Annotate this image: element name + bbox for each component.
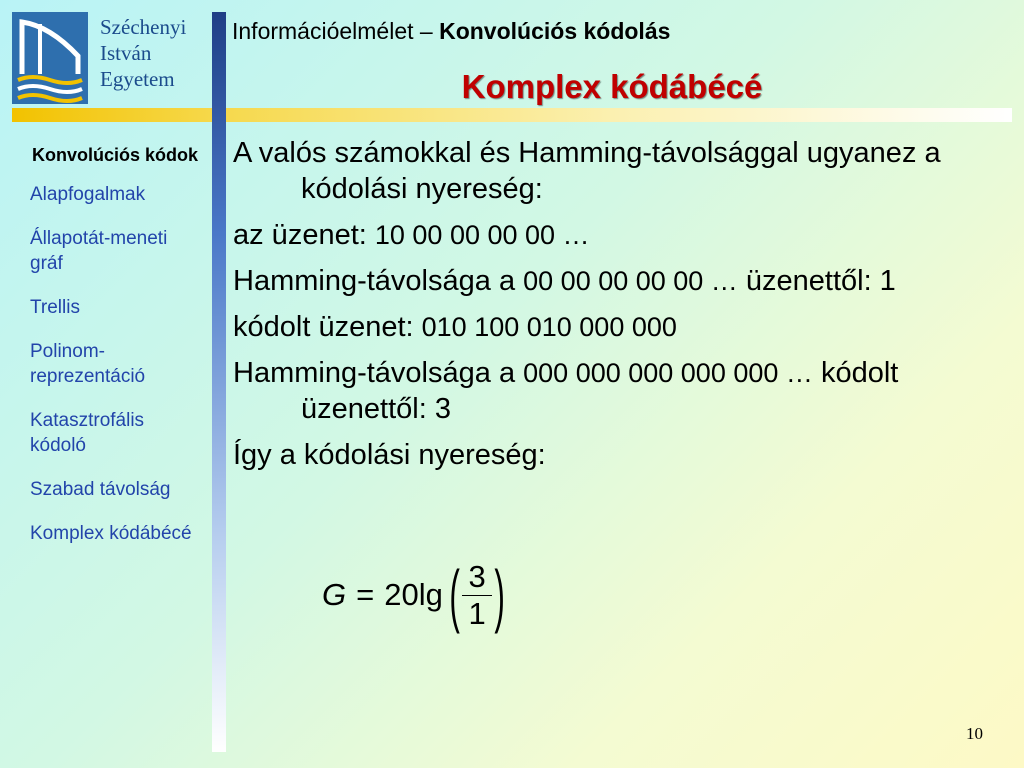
slide-content (233, 135, 1003, 483)
message-label: az üzenet: (233, 219, 375, 251)
coded-distance-tail: kódolt üzenettől: 3 (301, 357, 899, 425)
slide-header (232, 18, 670, 45)
university-name-line-3: Egyetem (100, 67, 175, 91)
sidebar-item-trellis[interactable]: Trellis (30, 297, 80, 318)
sidebar-nav (30, 143, 200, 565)
paragraph-message-distance (233, 263, 1003, 299)
paragraph-intro: A valós számokkal és Hamming-távolsággal ugyanez a kódolási nyereség: (233, 137, 941, 205)
page-number: 10 (966, 724, 983, 743)
sidebar-item-komplex-kodabece[interactable]: Komplex kódábécé (30, 523, 192, 544)
university-name-line-1: Széchenyi (100, 15, 187, 39)
message-distance-tail: üzenettől: 1 (737, 265, 896, 297)
formula-equals: = (356, 577, 375, 612)
course-name: Információelmélet – (232, 18, 440, 44)
formula-lhs: G (322, 577, 347, 612)
sidebar-item-polinom-reprezentacio[interactable]: Polinom-reprezentáció (30, 341, 146, 387)
message-value: 10 00 00 00 00 … (374, 220, 590, 250)
vertical-divider (212, 12, 226, 752)
sidebar-item-szabad-tavolsag[interactable]: Szabad távolság (30, 479, 171, 500)
left-paren-icon: ( (449, 556, 460, 634)
sidebar-item-katasztrofalis-kodolo[interactable]: Katasztrofális kódoló (30, 410, 145, 456)
university-name-line-2: István (100, 41, 152, 65)
formula-coefficient: 20lg (384, 577, 443, 612)
formula-denominator: 1 (468, 595, 486, 631)
coded-distance-label: Hamming-távolsága a (233, 357, 524, 389)
paragraph-coded-distance (233, 355, 1003, 427)
gain-formula (322, 550, 511, 640)
coded-message-label: kódolt üzenet: (233, 311, 422, 343)
horizontal-divider (12, 108, 1012, 122)
formula-fraction (462, 559, 492, 632)
paragraph-coded-message (233, 309, 1003, 345)
paragraph-message (233, 217, 1003, 253)
slide-title: Komplex kódábécé (461, 68, 763, 105)
formula-numerator: 3 (468, 558, 486, 594)
message-distance-value: 00 00 00 00 00 … (523, 266, 738, 296)
coded-distance-value: 000 000 000 000 000 … (523, 358, 813, 388)
university-name (100, 14, 186, 92)
message-distance-label: Hamming-távolsága a (233, 265, 524, 297)
topic-name: Konvolúciós kódolás (439, 18, 671, 44)
university-logo-icon (12, 12, 88, 104)
right-paren-icon: ) (494, 556, 506, 634)
paragraph-gain: Így a kódolási nyereség: (233, 439, 546, 471)
sidebar-item-allapotatmeneti-graf[interactable]: Állapotát-meneti gráf (30, 228, 168, 274)
sidebar-section-title: Konvolúciós kódok (31, 145, 199, 165)
sidebar-item-alapfogalmak[interactable]: Alapfogalmak (30, 184, 146, 205)
coded-message-value: 010 100 010 000 000 (421, 312, 677, 342)
